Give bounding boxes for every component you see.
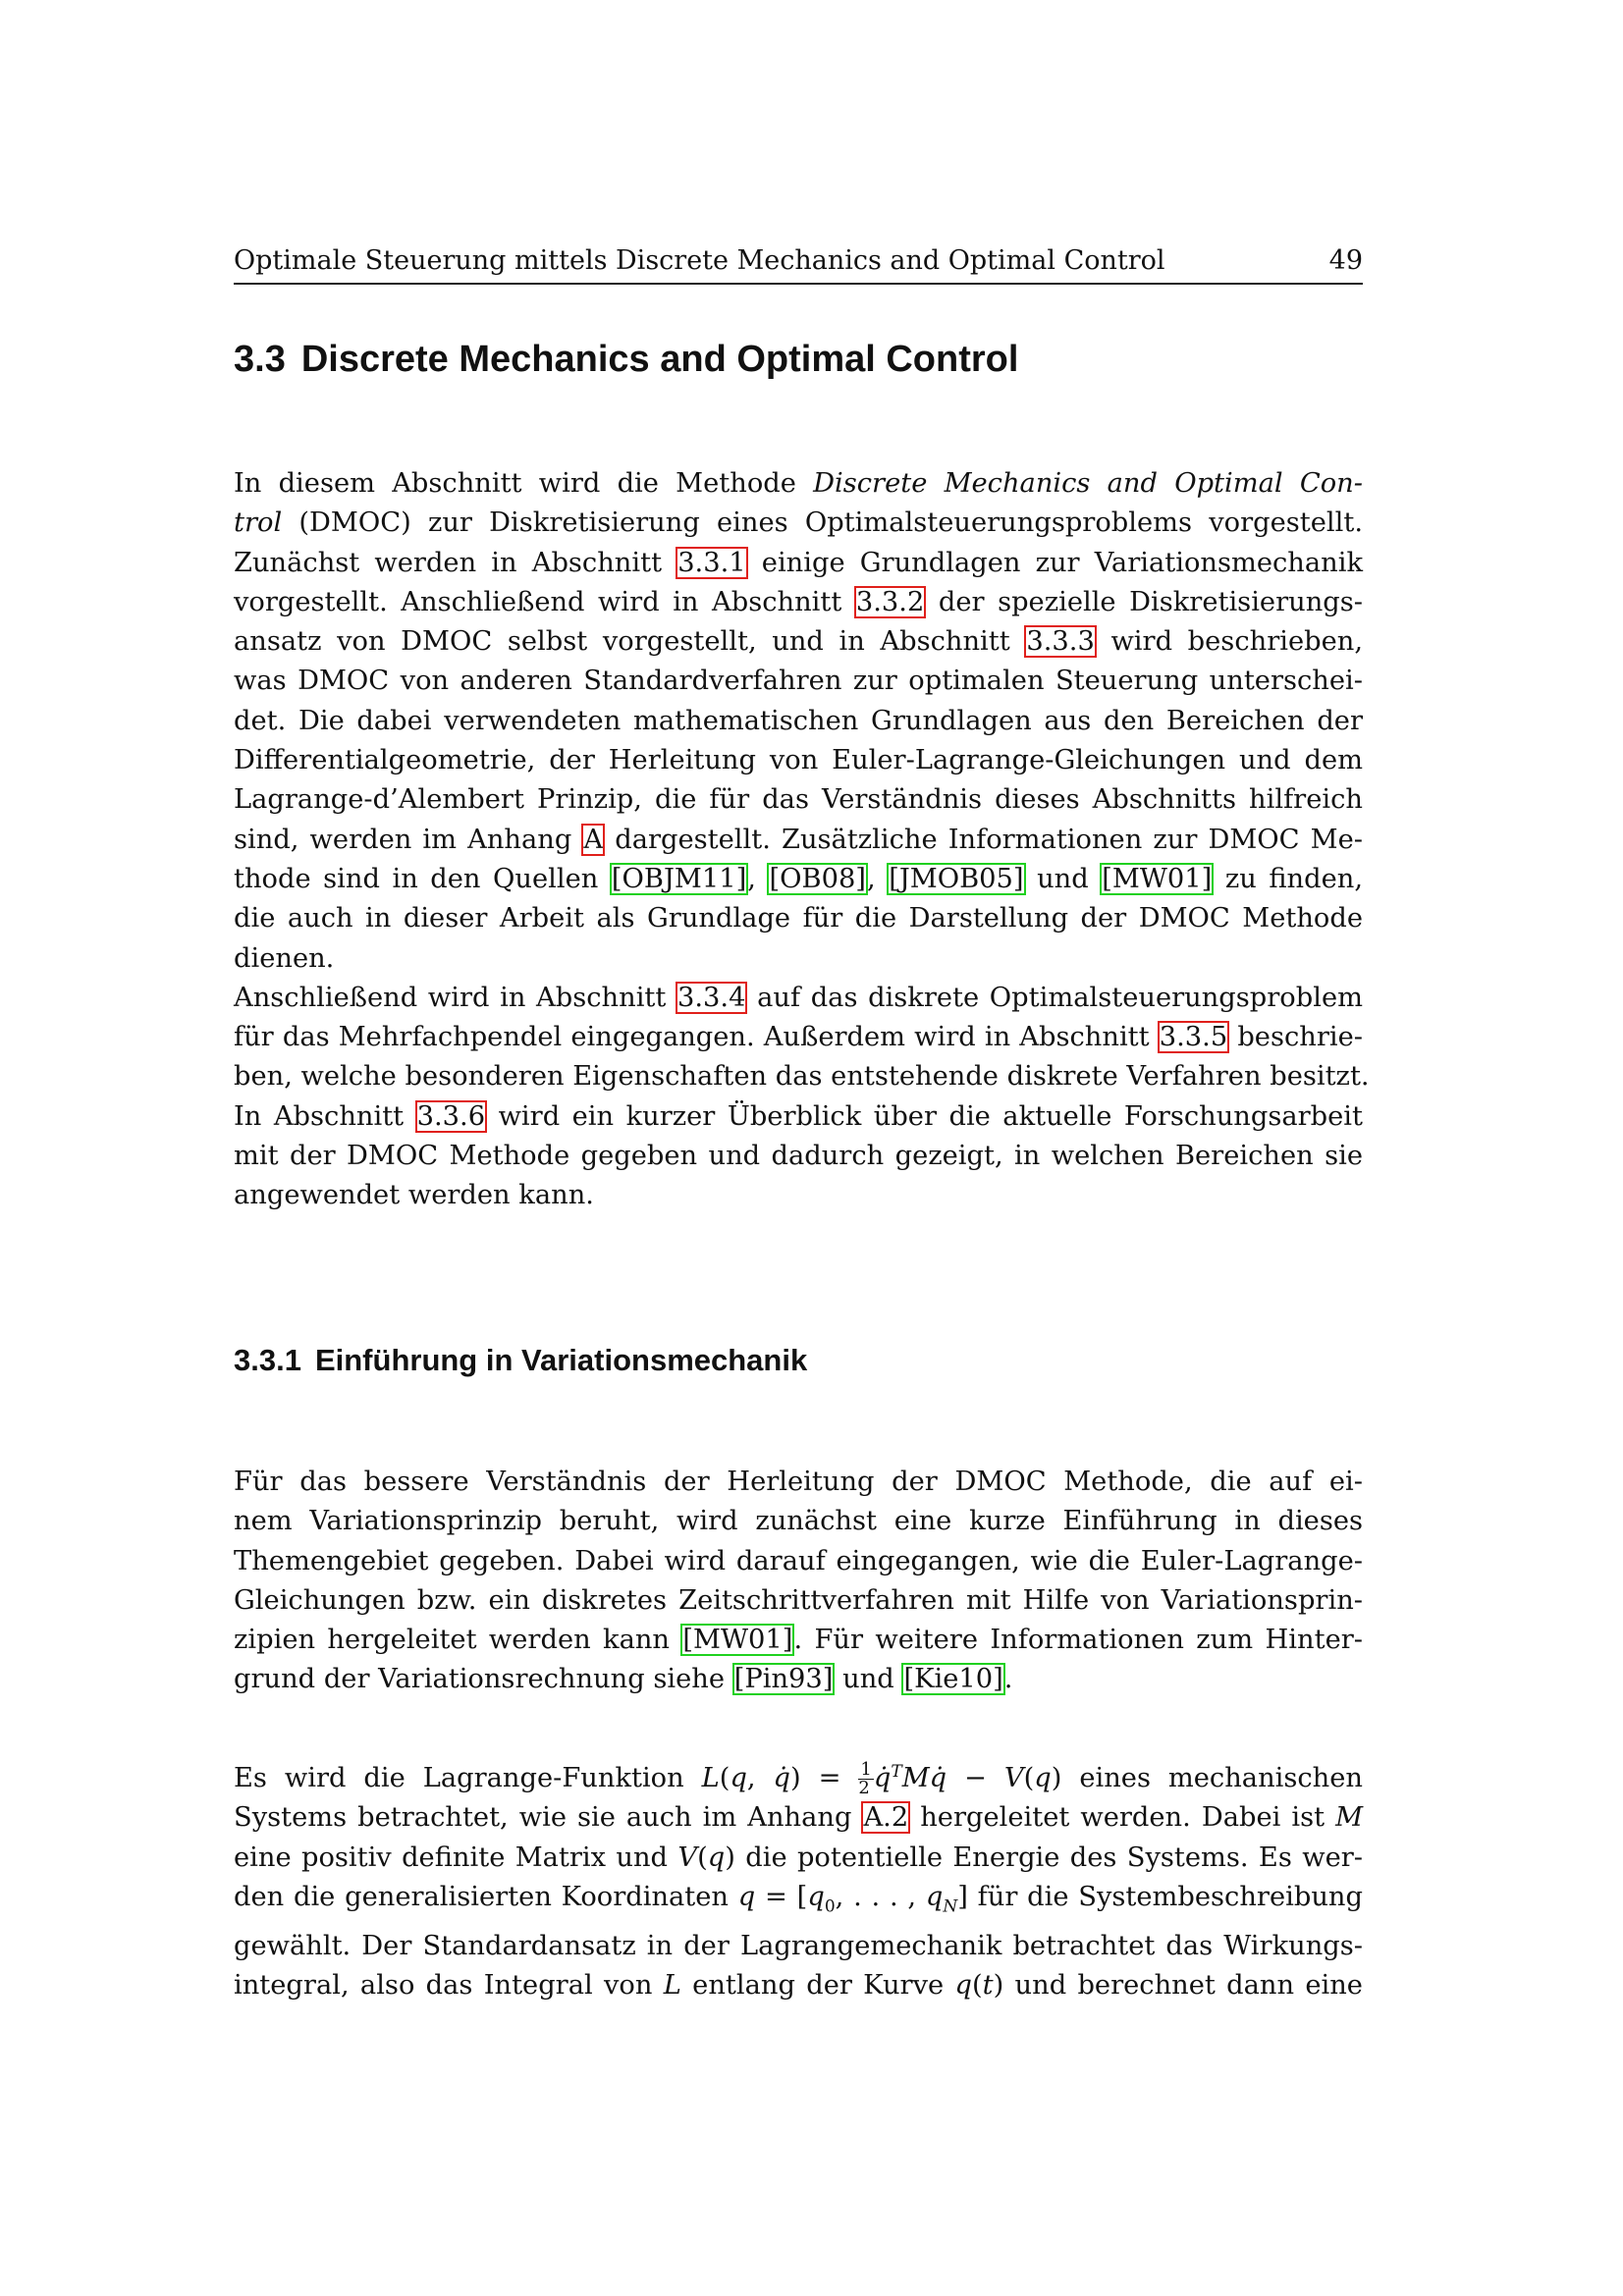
running-title: Optimale Steuerung mittels Discrete Mechanics and Optimal Control bbox=[234, 245, 1165, 276]
lagrange-paragraph: Es wird die Lagrange-Funktion L(q, q̇) = $\frac{1}{2}$ q̇$^T$Mq̇ − V(q) eines mechanischen Systems betrachtet, wie sie auch im Anhang A.2 hergeleitet werden. Dabei ist M eine positiv definite Matrix und V(q) die potentielle Energie des Systems. Es wer- den die generalisierten Koordinaten $q = [q_0$, . . . , $q_N$] für die Systembeschreibung gewählt. Der Standardansatz in der Lagrangemechanik betrachtet das Wirkungs- integral, also das Integral von L entlang der Kurve q(t) und berechnet dann eine bbox=[234, 1759, 1364, 2002]
link-section-3-3-5[interactable]: 3.3.5 bbox=[1159, 1022, 1228, 1053]
section-number: 3.3 bbox=[234, 339, 286, 380]
running-header bbox=[234, 245, 1363, 285]
subsection-number: 3.3.1 bbox=[234, 1343, 301, 1377]
citation-jmob05[interactable]: [JMOB05] bbox=[889, 863, 1024, 894]
subsection-title: Einführung in Variationsmechanik bbox=[314, 1343, 808, 1377]
subsection-heading bbox=[234, 1343, 807, 1378]
link-section-3-3-1[interactable]: 3.3.1 bbox=[677, 547, 746, 578]
page-number: 49 bbox=[1328, 245, 1363, 276]
section-title: Discrete Mechanics and Optimal Control bbox=[300, 339, 1019, 380]
variational-intro-paragraph: Für das bessere Verständnis der Herleitung der DMOC Methode, die auf ei- nem Variationsprinzip beruht, wird zunächst eine kurze Einführung in dieses Themengebiet gegeben. Dabei wird darauf eingegangen, wie die Euler-Lagrange- Gleichungen bzw. ein diskretes Zeitschrittverfahren mit Hilfe von Variationsprin- zipien hergeleitet werden kann [MW01]. Für weitere Informationen zum Hinter- grund der Variationsrechnung siehe [Pin93] und [Kie10]. bbox=[234, 1467, 1363, 1695]
citation-ob08[interactable]: [OB08] bbox=[769, 863, 866, 894]
section-heading bbox=[234, 339, 1018, 381]
link-appendix-a2[interactable]: A.2 bbox=[863, 1802, 909, 1834]
link-section-3-3-2[interactable]: 3.3.2 bbox=[855, 586, 925, 617]
link-section-3-3-4[interactable]: 3.3.4 bbox=[677, 982, 746, 1013]
citation-objm11[interactable]: [OBJM11] bbox=[611, 863, 747, 894]
citation-pin93[interactable]: [Pin93] bbox=[733, 1664, 834, 1695]
link-appendix-a[interactable]: A bbox=[583, 824, 604, 855]
link-section-3-3-3[interactable]: 3.3.3 bbox=[1026, 626, 1095, 658]
citation-mw01[interactable]: [MW01] bbox=[1102, 863, 1213, 894]
intro-paragraph: In diesem Abschnitt wird die Methode Discrete Mechanics and Optimal Con- trol (DMOC) zur Diskretisierung eines Optimalsteuerungsproblems vorgestellt. Zunächst werden in Abschnitt 3.3.1 einige Grundlagen zur Variationsmechanik vorgestellt. Anschließend wird in Abschnitt 3.3.2 der spezielle Diskretisierungs- ansatz von DMOC selbst vorgestellt, und in Abschnitt 3.3.3 wird beschrieben, was DMOC von anderen Standardverfahren zur optimalen Steuerung unterschei- det. Die dabei verwendeten mathematischen Grundlagen aus den Bereichen der Differentialgeometrie, der Herleitung von Euler-Lagrange-Gleichungen und dem Lagrange-d’Alembert Prinzip, die für das Verständnis dieses Abschnitts hilfreich sind, werden im Anhang A dargestellt. Zusätzliche Informationen zur DMOC Me- thode sind in den Quellen [OBJM11], [OB08], [JMOB05] und [MW01] zu finden, die auch in dieser Arbeit als Grundlage für die Darstellung der DMOC Methode dienen. Anschließend wird in Abschnitt 3.3.4 auf das diskrete Optimalsteuerungsproblem für das Mehrfachpendel eingegangen. Außerdem wird in Abschnitt 3.3.5 beschrie- ben, welche besonderen Eigenschaften das entstehende diskrete Verfahren besitzt. In Abschnitt 3.3.6 wird ein kurzer Überblick über die aktuelle Forschungsarbeit mit der DMOC Methode gegeben und dadurch gezeigt, in welchen Bereichen sie angewendet werden kann. bbox=[234, 468, 1370, 1211]
citation-kie10[interactable]: [Kie10] bbox=[903, 1664, 1003, 1695]
link-section-3-3-6[interactable]: 3.3.6 bbox=[416, 1100, 486, 1132]
citation-mw01-2[interactable]: [MW01] bbox=[682, 1625, 793, 1656]
